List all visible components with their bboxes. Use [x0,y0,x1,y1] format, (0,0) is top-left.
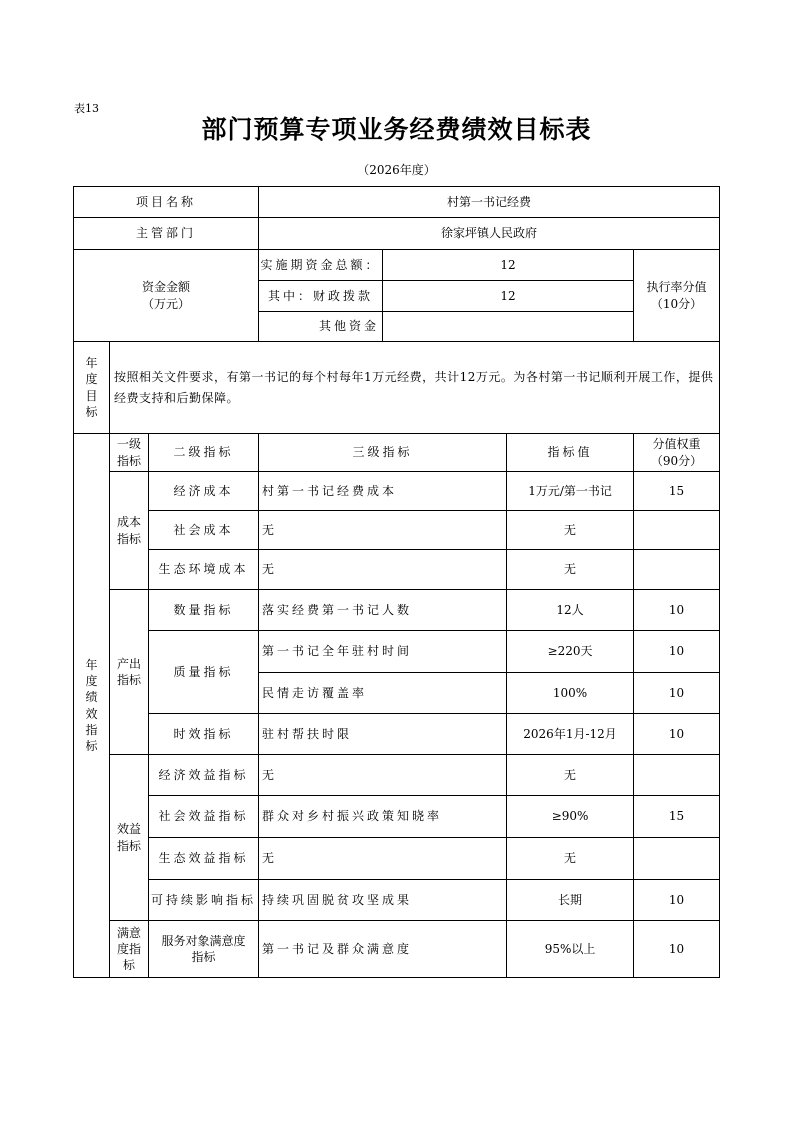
table-cell-value: 无 [507,550,634,590]
table-cell-weight [634,511,720,550]
satisfaction-label-line: 标 [122,958,135,973]
header-weight-line1: 分值权重 [652,437,701,452]
indicators-section-label [74,434,110,978]
table-cell-value: 95%以上 [507,921,634,978]
output-label-line1: 产出 [116,656,141,671]
table-cell-level2: 经济成本 [149,472,259,511]
satisfaction-level2-line1: 服务对象满意度 [161,933,246,948]
table-cell-level2 [149,921,259,978]
output-label-line2: 指标 [116,673,141,687]
header-level3: 三级指标 [259,434,507,472]
benefit-label-line2: 指标 [116,838,141,853]
header-level1 [110,434,149,472]
execution-rate-line2: （10分） [650,296,703,311]
table-cell-level3: 第一书记及群众满意度 [259,921,507,978]
table-cell-weight: 10 [634,880,720,921]
table-cell-level3: 第一书记全年驻村时间 [259,631,507,673]
goal-label-char: 标 [85,404,98,419]
header-level1-line1: 一级 [116,437,141,452]
table-cell-value: ≥220天 [507,631,634,673]
table-cell-level2: 生态环境成本 [149,550,259,590]
budget-year: （2026年度） [357,163,436,177]
section-label-char: 效 [85,706,98,721]
performance-target-table [73,186,720,978]
output-indicator-label [110,590,149,755]
table-cell-weight: 10 [634,631,720,673]
table-cell-value: ≥90% [507,796,634,838]
table-cell-level2: 生态效益指标 [149,838,259,880]
table-cell-value: 无 [507,511,634,550]
table-cell-value: 长期 [507,880,634,921]
header-level1-line2: 指标 [116,453,141,468]
table-cell-weight: 10 [634,590,720,631]
goal-label-char: 目 [85,388,98,403]
table-cell-weight [634,550,720,590]
benefit-indicator-label [110,755,149,921]
annual-goal-label [74,342,110,434]
table-cell-value: 无 [507,838,634,880]
project-name-label: 项目名称 [74,187,259,218]
cost-label-line2: 指标 [116,531,141,546]
table-cell-level3: 群众对乡村振兴政策知晓率 [259,796,507,838]
table-cell-level3: 无 [259,511,507,550]
section-label-char: 绩 [85,690,98,705]
funds-fiscal-value: 12 [383,281,634,312]
department-label: 主管部门 [74,218,259,250]
section-label-char: 年 [85,657,98,672]
table-cell-level3: 村第一书记经费成本 [259,472,507,511]
table-cell-level3: 无 [259,838,507,880]
satisfaction-label-line: 满意 [116,925,141,940]
table-cell-value: 无 [507,755,634,796]
table-cell-level2: 社会效益指标 [149,796,259,838]
cost-indicator-label [110,472,149,590]
section-label-char: 指 [85,722,98,737]
header-value: 指标值 [507,434,634,472]
funds-label-line1: 资金金额 [142,280,191,295]
funds-fiscal-label: 其中：财政拨款 [259,281,383,312]
header-weight [634,434,720,472]
page-title: 部门预算专项业务经费绩效目标表 [201,115,592,144]
cost-label-line1: 成本 [116,515,141,530]
table-cell-level2: 数量指标 [149,590,259,631]
funds-total-label: 实施期资金总额： [259,250,383,281]
table-cell-level3: 落实经费第一书记人数 [259,590,507,631]
execution-rate-label [634,250,720,342]
table-cell-level3: 持续巩固脱贫攻坚成果 [259,880,507,921]
satisfaction-indicator-label [110,921,149,978]
funds-label-line2: （万元） [142,296,191,311]
table-cell-weight: 10 [634,921,720,978]
header-level2: 二级指标 [149,434,259,472]
project-name-value: 村第一书记经费 [259,187,720,218]
table-cell-level2: 质量指标 [149,631,259,714]
goal-label-char: 度 [85,372,98,387]
table-cell-weight: 15 [634,472,720,511]
benefit-label-line1: 效益 [116,822,141,837]
table-cell-value: 1万元/第一书记 [507,472,634,511]
table-cell-weight: 10 [634,673,720,714]
table-tag: 表13 [74,102,99,115]
funds-total-value: 12 [383,250,634,281]
table-cell-level2: 时效指标 [149,714,259,755]
table-cell-level2: 可持续影响指标 [149,880,259,921]
section-label-char: 度 [85,674,98,689]
table-cell-level2: 社会成本 [149,511,259,550]
table-cell-level3: 无 [259,550,507,590]
funds-label [74,250,259,342]
table-cell-value: 12人 [507,590,634,631]
execution-rate-line1: 执行率分值 [646,280,707,295]
funds-other-label: 其他资金 [259,312,383,342]
table-cell-weight [634,755,720,796]
department-value: 徐家坪镇人民政府 [259,218,720,250]
table-cell-level3: 无 [259,755,507,796]
goal-label-char: 年 [85,356,98,371]
table-cell-value: 100% [507,673,634,714]
funds-other-value [383,312,634,342]
table-cell-weight [634,838,720,880]
table-cell-level3: 驻村帮扶时限 [259,714,507,755]
table-cell-weight: 15 [634,796,720,838]
table-cell-value: 2026年1月-12月 [507,714,634,755]
section-label-char: 标 [85,738,98,753]
header-weight-line2: （90分） [650,453,703,468]
table-cell-weight: 10 [634,714,720,755]
annual-goal-text: 按照相关文件要求，有第一书记的每个村每年1万元经费，共计12万元。为各村第一书记顺利开展工作，提供经费支持和后勤保障。 [110,342,720,434]
table-cell-level2: 经济效益指标 [149,755,259,796]
satisfaction-level2-line2: 指标 [191,950,216,964]
table-cell-level3: 民情走访覆盖率 [259,673,507,714]
satisfaction-label-line: 度指 [116,941,141,956]
